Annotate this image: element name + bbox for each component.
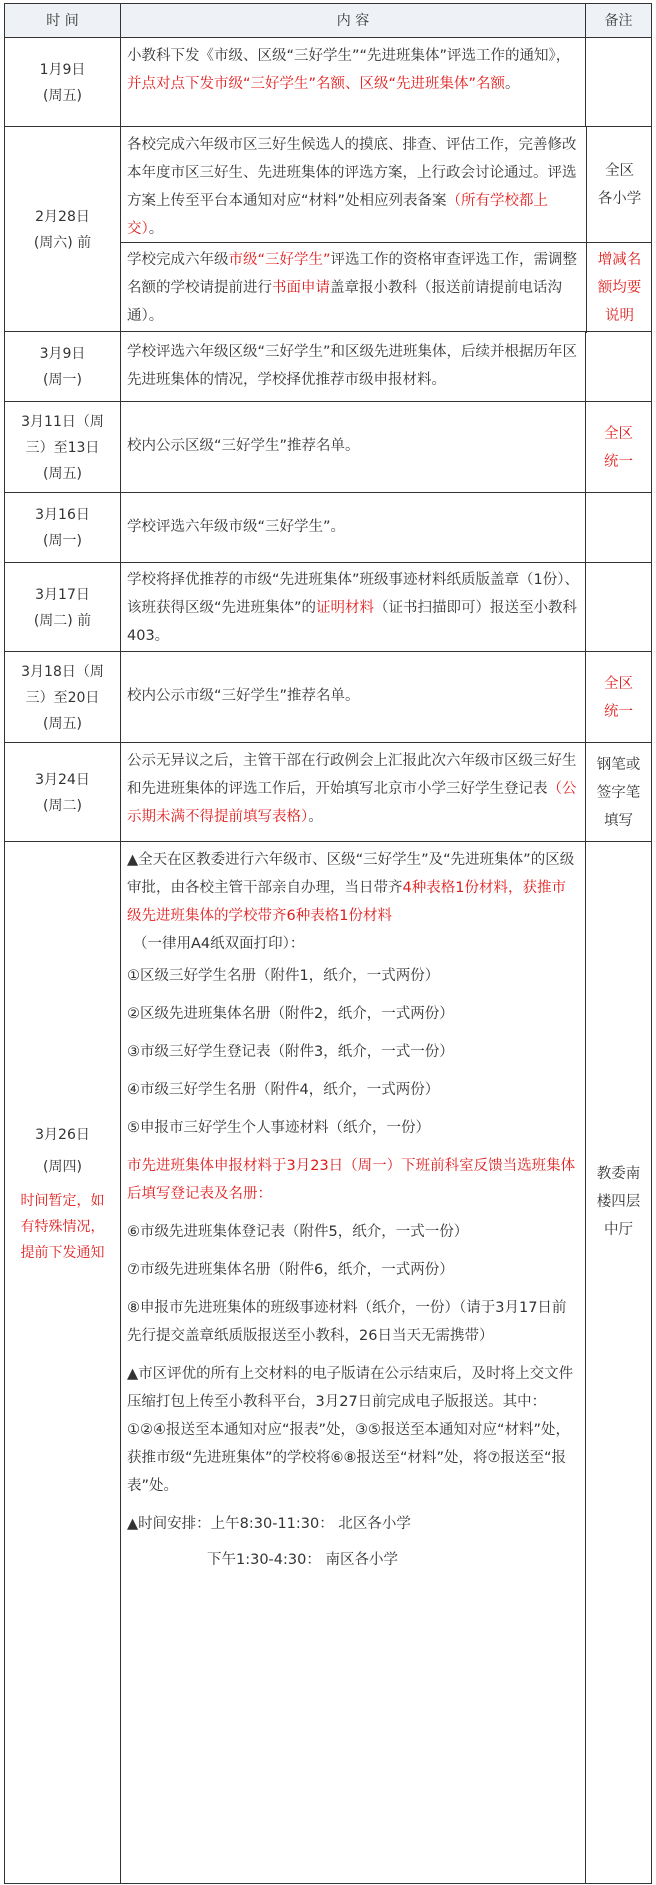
list-item: ②区级先进班集体名册（附件2，纸介，一式两份） [127, 1006, 454, 1022]
date: 3月24日 [35, 771, 90, 788]
list-item: ⑤申报市三好学生个人事迹材料（纸介，一份） [127, 1120, 430, 1136]
table-row [4, 331, 652, 402]
note-cell [585, 563, 652, 652]
date: 3月16日 [35, 507, 90, 523]
content-text: 校内公示区级“三好学生”推荐名单。 [127, 438, 360, 454]
date: 3月18日（周 [21, 663, 104, 680]
content-text: 公示无异议之后，主管干部在行政例会上汇报此次六年级市区级三好生和先进班集体的评选工作后，开始填写北京市小学三好学生登记表（公示期未满不得提前填写表格）。 [127, 753, 577, 825]
schedule-pm: 下午1:30-4:30： 南区各小学 [207, 1552, 398, 1568]
date: 3月9日 [39, 346, 86, 362]
content-text: 校内公示市级“三好学生”推荐名单。 [127, 688, 360, 704]
sub-content-1: 各校完成六年级市区三好生候选人的摸底、排查、评估工作，完善修改本年度市区三好生、先进班集体的评选方案，上行政会讨论通过。评选方案上传至平台本通知对应“材料”处相应列表备案（所有学校都上交）。 [127, 137, 577, 237]
sub-note-1: 全区 各小学 [586, 127, 652, 242]
note-cell [585, 38, 652, 127]
location-line: 楼四层 [596, 1194, 641, 1210]
note-cell: 全区 统一 [585, 652, 652, 743]
content-cell [120, 563, 585, 652]
red-notice: 市先进班集体申报材料于3月23日（周一）下班前科室反馈当选班集体后填写登记表及名册： [127, 1158, 576, 1202]
content-cell [120, 842, 585, 1884]
time-cell [4, 563, 120, 652]
date-range: 三）至13日 [25, 439, 100, 456]
weekday: (周四) [43, 1159, 82, 1175]
list-item: ①区级三好学生名册（附件1，纸介，一式两份） [127, 968, 440, 984]
weekday: (周五) [43, 87, 82, 104]
list-item: ④市级三好学生名册（附件4，纸介，一式两份） [127, 1082, 440, 1098]
sub-content-2: 学校完成六年级市级“三好学生”评选工作的资格审查评选工作，需调整名额的学校请提前进行书面申请盖章报小教科（报送前请提前电话沟通）。 [127, 252, 578, 324]
list-item: ⑥市级先进班集体登记表（附件5，纸介，一式一份） [127, 1224, 469, 1240]
split-cell [120, 127, 652, 332]
date: 1月9日 [39, 61, 86, 78]
content-cell [120, 332, 585, 402]
note-cell [585, 493, 652, 563]
header-content: 内 容 [336, 13, 370, 29]
table-row-final [4, 841, 652, 1884]
time-cell [4, 402, 120, 493]
list-item: ⑧申报市先进班集体的班级事迹材料（纸介，一份）（请于3月17日前先行提交盖章纸质版报送至小教科，26日当天无需携带） [127, 1300, 567, 1344]
header-note: 备注 [604, 13, 633, 29]
content-cell [120, 402, 585, 493]
time-cell [4, 652, 120, 743]
table-header [4, 3, 652, 38]
sub-note-2: 增减名 额均要 说明 [586, 243, 652, 333]
content-text: 学校评选六年级区级“三好学生”和区级先进班集体，后续并根据历年区先进班集体的情况，学校择优推荐市级申报材料。 [127, 344, 578, 388]
weekday: (周一) [43, 533, 82, 549]
note-cell: 钢笔或 签字笔 填写 [585, 743, 652, 842]
weekday: (周二) 前 [33, 612, 92, 629]
time-cell [4, 743, 120, 842]
date: 2月28日 [35, 208, 90, 225]
schedule-am: ▲时间安排：上午8:30-11:30： 北区各小学 [127, 1516, 411, 1532]
table-row [4, 562, 652, 652]
content-cell [120, 493, 585, 563]
table-row [4, 492, 652, 563]
table-row [4, 401, 652, 493]
content-cell [120, 38, 585, 127]
list-item: ③市级三好学生登记表（附件3，纸介，一式一份） [127, 1044, 454, 1060]
location-line: 中厅 [604, 1222, 633, 1238]
content-cell [120, 652, 585, 743]
list-item: ⑦市级先进班集体名册（附件6，纸介，一式两份） [127, 1262, 454, 1278]
header-time: 时 间 [46, 13, 79, 29]
header-note-cell [585, 4, 652, 38]
weekday: (周五) [43, 465, 82, 482]
content-cell [120, 743, 585, 842]
table-row [4, 651, 652, 743]
header-content-cell [120, 4, 585, 38]
date-range: 三）至20日 [25, 689, 100, 706]
location-line: 教委南 [596, 1166, 641, 1182]
table-row [4, 126, 652, 332]
time-note-line: 提前下发通知 [20, 1245, 105, 1261]
time-note-line: 有特殊情况， [20, 1219, 105, 1235]
time-cell [4, 38, 120, 127]
note-cell [585, 842, 652, 1884]
weekday: (周一) [43, 372, 82, 388]
weekday: (周二) [43, 797, 82, 814]
time-note-line: 时间暂定，如 [20, 1193, 105, 1209]
header-time-cell [4, 4, 120, 38]
content-text: 小教科下发《市级、区级“三好学生”“先进班集体”评选工作的通知》，并点对点下发市级“三好学生”名额、区级“先进班集体”名额。 [127, 48, 571, 92]
content-text: 学校将择优推荐的市级“先进班集体”班级事迹材料纸质版盖章（1份）、该班获得区级“先进班集体”的证明材料（证书扫描即可）报送至小教科403。 [127, 572, 579, 644]
time-cell [4, 842, 120, 1884]
content-text: 学校评选六年级市级“三好学生”。 [127, 519, 346, 535]
table-row [4, 37, 652, 127]
time-cell [4, 493, 120, 563]
date: 3月11日（周 [21, 413, 104, 430]
final-content [127, 846, 579, 1574]
intro-paragraph: ▲全天在区教委进行六年级市、区级“三好学生”及“先进班集体”的区级审批，由各校主管干部亲自办理，当日带齐4种表格1份材料，获推市级先进班集体的学校带齐6种表格1份材料 [127, 852, 575, 924]
date: 3月17日 [35, 586, 90, 603]
print-note: （一律用A4纸双面打印）： [133, 936, 305, 952]
sub-row-2 [121, 242, 651, 333]
weekday: (周五) [43, 715, 82, 732]
time-cell [4, 332, 120, 402]
weekday: (周六) 前 [33, 234, 92, 251]
note-cell [585, 332, 652, 402]
time-cell [4, 127, 120, 332]
table-bottom-border [4, 1883, 652, 1884]
note-cell: 全区 统一 [585, 402, 652, 493]
date: 3月26日 [35, 1127, 90, 1143]
electronic-submission: ▲市区评优的所有上交材料的电子版请在公示结束后，及时将上交文件压缩打包上传至小教科平台，3月27日前完成电子版报送。其中：①②④报送至本通知对应“报表”处，③⑤报送至本通知对应“材料”处，获推市级“先进班集体”的学校将⑥⑧报送至“材料”处，将⑦报送至“报表”处。 [127, 1366, 574, 1494]
table-row [4, 742, 652, 842]
